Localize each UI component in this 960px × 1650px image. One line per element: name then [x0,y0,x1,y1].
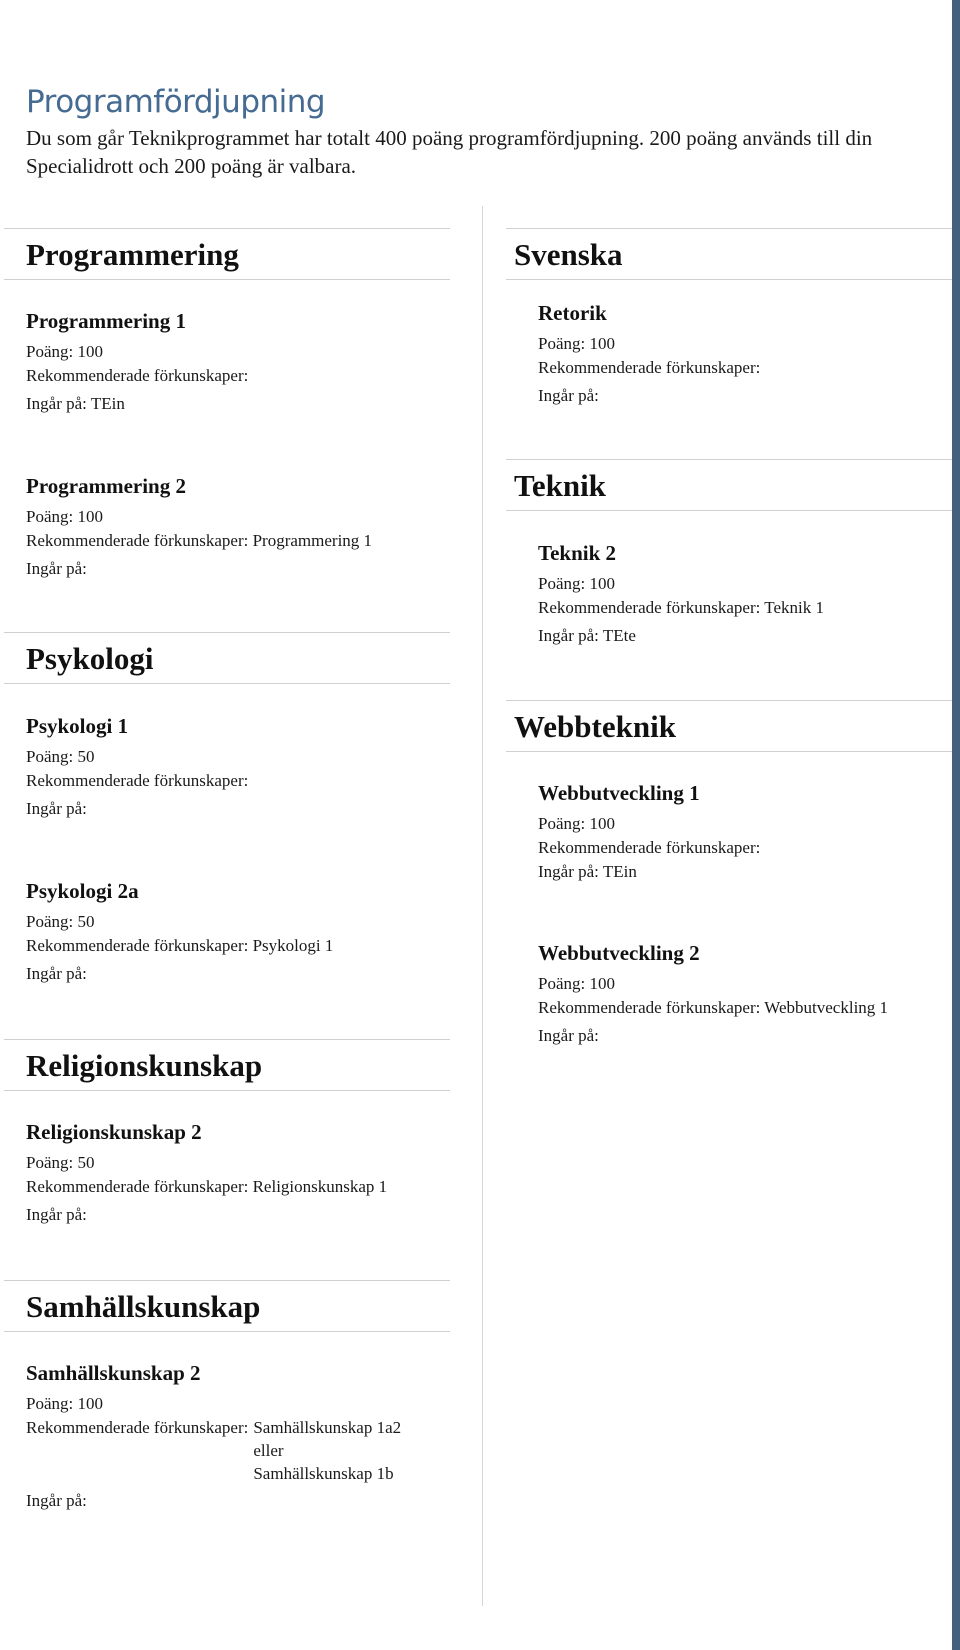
points-label: Poäng: [26,912,74,931]
course-retorik [538,300,958,408]
prereq-label: Rekommenderade förkunskaper: [538,358,761,377]
included-label: Ingår på: [26,1205,87,1224]
points-label: Poäng: [538,334,586,353]
prereq-value: Samhällskunskap 1b [253,1464,394,1483]
prereq-value: Samhällskunskap 1a2 [253,1418,402,1437]
points-value: 50 [77,912,95,931]
course-title: Samhällskunskap 2 [26,1361,201,1385]
course-title: Webbutveckling 2 [538,941,700,965]
points-value: 50 [77,747,95,766]
points-label: Poäng: [26,747,74,766]
included-label: Ingår på: [538,626,599,645]
points-value: 100 [589,974,615,993]
column-divider [482,206,483,1606]
course-religionskunskap-2 [26,1119,456,1227]
included-label: Ingår på: [26,559,87,578]
points-value: 100 [589,334,615,353]
points-label: Poäng: [26,507,74,526]
course-programmering-1 [26,308,456,416]
prereq-label: Rekommenderade förkunskaper: [538,598,761,617]
points-value: 100 [77,1394,103,1413]
course-title: Teknik 2 [538,541,617,565]
course-title: Webbutveckling 1 [538,781,700,805]
prereq-value: Webbutveckling 1 [764,998,889,1017]
points-value: 50 [77,1153,95,1172]
prereq-label: Rekommenderade förkunskaper: [26,771,249,790]
prereq-label: Rekommenderade förkunskaper: [26,366,249,385]
included-label: Ingår på: [26,394,87,413]
course-title: Programmering 2 [26,474,186,498]
course-programmering-2 [26,473,456,581]
included-value: TEte [602,626,636,645]
prereq-label: Rekommenderade förkunskaper: [26,936,249,955]
points-label: Poäng: [26,1153,74,1172]
points-label: Poäng: [538,574,586,593]
included-label: Ingår på: [538,386,599,405]
course-title: Retorik [538,301,607,325]
course-title: Psykologi 1 [26,714,129,738]
section-header-svenska [506,228,952,280]
included-label: Ingår på: [26,799,87,818]
section-header-samhallskunskap [4,1280,450,1332]
section-header-teknik [506,459,952,511]
points-label: Poäng: [538,814,586,833]
section-header-religionskunskap [4,1039,450,1091]
prereq-label: Rekommenderade förkunskaper: [26,1177,249,1196]
included-label: Ingår på: [26,964,87,983]
included-value: TEin [602,862,637,881]
included-label: Ingår på: [26,1491,87,1510]
section-title: Svenska [514,237,623,272]
section-header-psykologi [4,632,450,684]
section-header-programmering [4,228,450,280]
included-label: Ingår på: [538,862,599,881]
course-webbutveckling-2 [538,940,958,1048]
points-label: Poäng: [26,1394,74,1413]
prereq-value: Religionskunskap 1 [252,1177,388,1196]
course-title: Psykologi 2a [26,879,139,903]
prereq-label: Rekommenderade förkunskaper: [538,838,761,857]
section-title: Psykologi [26,641,154,676]
section-header-webbteknik [506,700,952,752]
points-label: Poäng: [538,974,586,993]
prereq-label: Rekommenderade förkunskaper: [538,998,761,1017]
prereq-value: Psykologi 1 [252,936,334,955]
prereq-value: eller [253,1441,284,1460]
section-title: Religionskunskap [26,1048,263,1083]
points-value: 100 [589,814,615,833]
course-teknik-2 [538,540,958,648]
section-title: Teknik [514,468,606,503]
prereq-value: Programmering 1 [252,531,373,550]
prereq-label: Rekommenderade förkunskaper: [26,531,249,550]
section-title: Programmering [26,237,239,272]
course-title: Religionskunskap 2 [26,1120,202,1144]
included-value: TEin [90,394,125,413]
course-samhallskunskap-2 [26,1360,456,1513]
section-title: Samhällskunskap [26,1289,261,1324]
course-psykologi-1 [26,713,456,821]
intro-text: Du som går Teknikprogrammet har totalt 400 poäng programfördjupning. 200 poäng används till din Specialidrott och 200 poäng är valbara. [26,126,873,178]
prereq-label: Rekommenderade förkunskaper: [26,1418,249,1437]
page-title: Programfördjupning [26,84,326,120]
points-value: 100 [589,574,615,593]
course-webbutveckling-1 [538,780,958,884]
included-label: Ingår på: [538,1026,599,1045]
course-psykologi-2a [26,878,456,986]
points-label: Poäng: [26,342,74,361]
section-title: Webbteknik [514,709,676,744]
course-title: Programmering 1 [26,309,186,333]
prereq-value: Teknik 1 [764,598,825,617]
points-value: 100 [77,342,103,361]
points-value: 100 [77,507,103,526]
